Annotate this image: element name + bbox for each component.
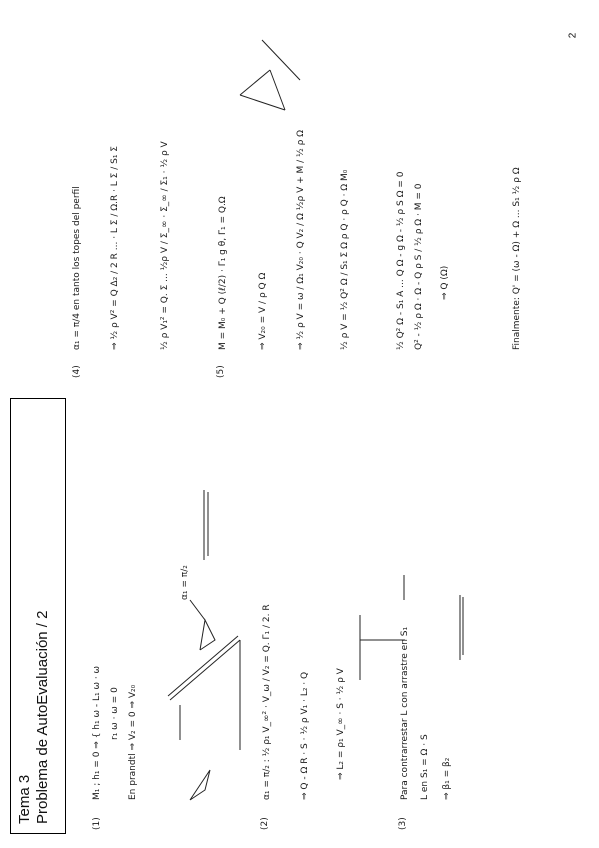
problem-5-line-2: ⇒ V₂₀ = V / ρ Q Ω [258, 272, 268, 350]
problem-4-number: (4) [72, 365, 82, 378]
page-number: 2 [567, 32, 579, 39]
problem-3-number: (3) [398, 817, 408, 830]
underlines [204, 490, 463, 680]
problem-5-line-1: M = M₀ + Q (ℓ/2) · Γ₁ g θ, Γ₁ = Q.Ω [218, 196, 228, 350]
problem-2-line-3: ⇒ L₂ = ρ₁ V_∞ · S · ½ ρ V [336, 668, 346, 780]
problem-4-diagram [240, 40, 300, 110]
problem-5-line-7: ⇒ Q (Ω) [440, 265, 450, 300]
problem-1-line-3: En prandtl ⇒ V₂ = 0 ⇒ V₂₀ [128, 684, 138, 800]
problem-4-line-2: ⇒ ½ ρ V² = Q Δ₂ / 2 R ... · L Σ / Ω.R · L Σ / S₁ Σ [110, 146, 120, 350]
topic-label: Tema 3 [16, 774, 33, 824]
problem-5-line-8: Finalmente: Q' = (ω - Ω) + Ω ... S₁ ½ ρ Ω [512, 167, 522, 350]
problem-3-line-1: Para contrarrestar L con arrastre en S₁ [400, 626, 410, 800]
problem-1-line-1: M₁ ; h₁ = 0 ⇒ { h₁ ω - L₁ ω · ω [92, 665, 102, 800]
problem-5-line-6: Q² - ½ ρ Ω · Ω - Q ρ S / ½ ρ Ω · M = 0 [414, 183, 424, 350]
problem-2-line-1: α₁ = π/₂ : ½ ρ₁ V_∞² · V_ω / V₂ = Q. Γ₁ / 2. R [262, 604, 272, 800]
problem-1-line-2: r₁ ω · ω = 0 [110, 687, 120, 740]
problem-1-line-4: α₁ = π/₂ [180, 565, 190, 600]
problem-5-line-5: ½ Q² Ω - S₁ A ... Q Ω - g Ω - ½ ρ S Ω = 0 [396, 171, 406, 350]
problem-4-line-1: α₁ = π/4 en tanto los topes del perfil [72, 186, 82, 350]
page-title: Problema de AutoEvaluación / 2 [34, 610, 51, 824]
problem-5-number: (5) [216, 365, 226, 378]
problem-3-line-3: ⇒ β₁ = β₂ [442, 757, 452, 800]
problem-1-diagram [168, 600, 240, 800]
problem-4-line-3: ½ ρ V₁² = Q. Σ ... ½ρ V / Σ_∞ · Σ_∞ / Σ₁ · ½ ρ V [160, 141, 170, 350]
problem-5-line-3: ⇒ ½ ρ V = ω / Ω₁ V₂₀ · Q V₂ / Ω ½ρ V + M / ½ ρ Ω [296, 129, 306, 350]
problem-2-line-2: ⇒ Q - Ω R · S · ½ ρ V₁ · L₂ · Q [300, 671, 310, 800]
problem-2-number: (2) [260, 817, 270, 830]
problem-1-number: (1) [92, 817, 102, 830]
problem-5-line-4: ½ ρ V = ½ Q² Ω / S₁ Σ Ω ρ Q · ρ Q · Ω M₀ [340, 169, 350, 350]
problem-3-line-2: L en S₁ = Ω · S [420, 734, 430, 800]
